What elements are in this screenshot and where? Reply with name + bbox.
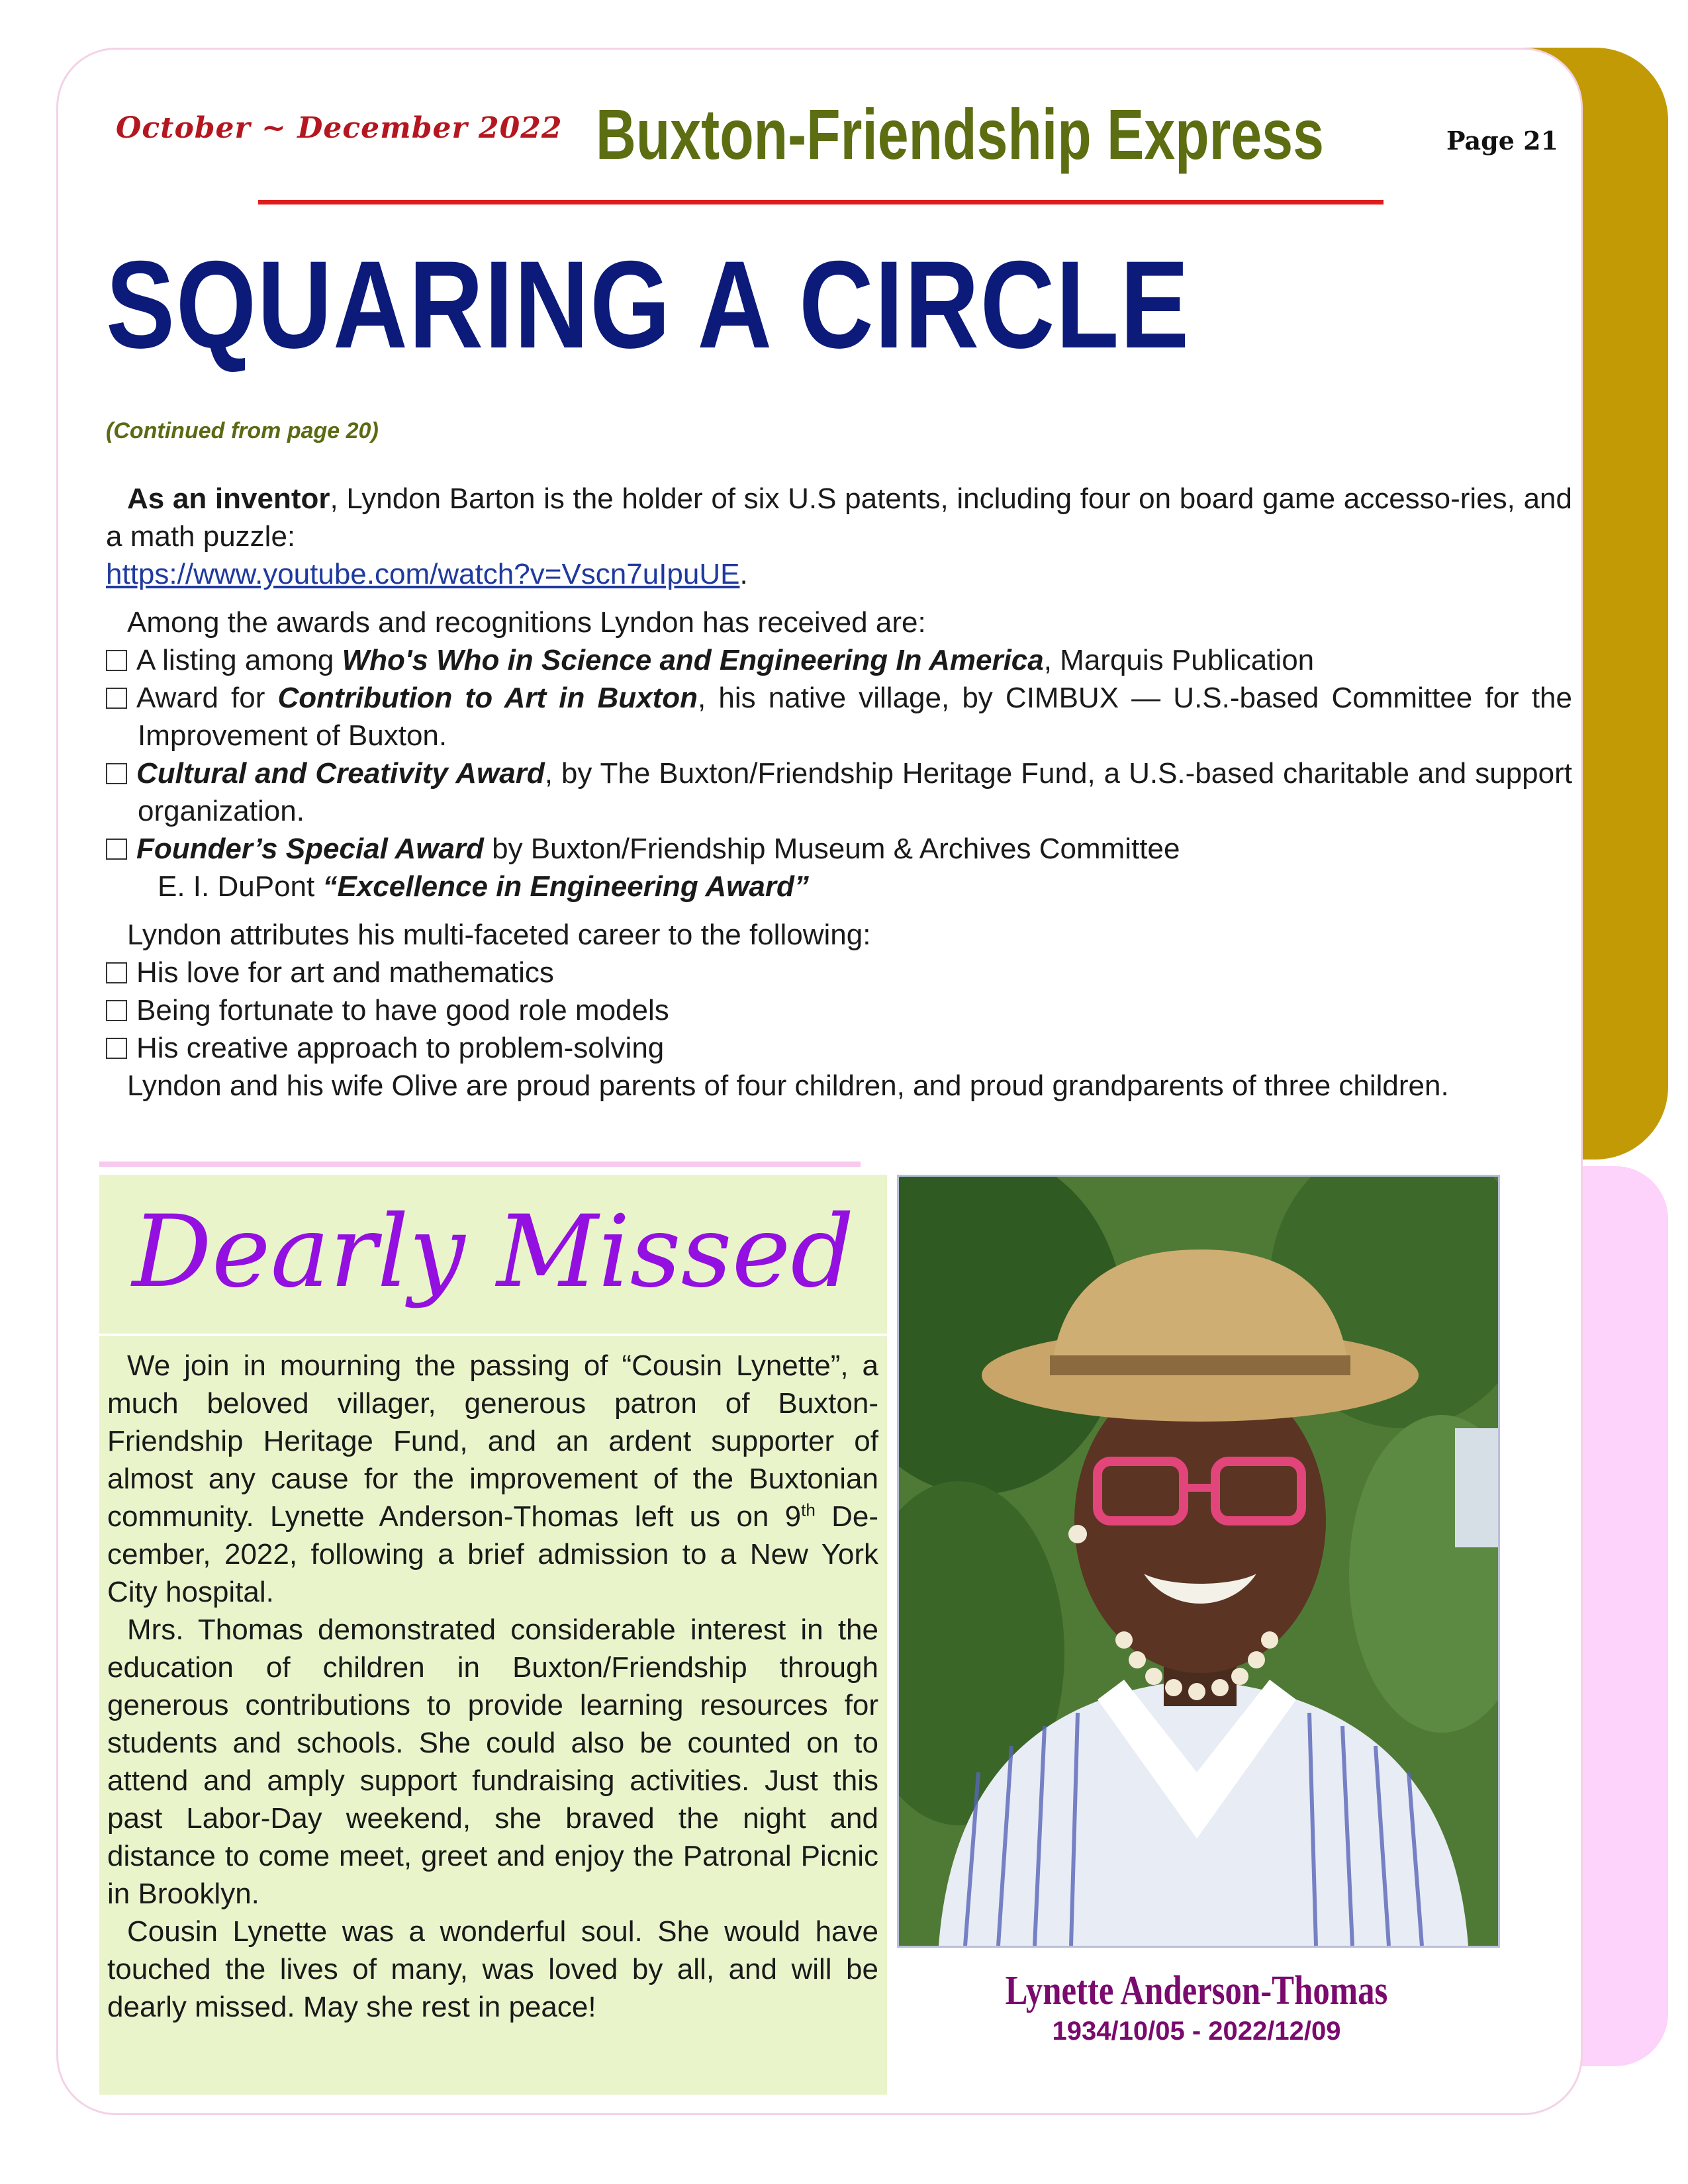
award-name: Cultural and Creativity Award xyxy=(136,757,545,790)
obituary-title-divider xyxy=(99,1334,887,1336)
obituary-title-band xyxy=(99,1175,887,1334)
checkbox-icon xyxy=(106,763,127,784)
award-name: Founder’s Special Award xyxy=(136,833,484,865)
award-text: , his native village, by CIMBUX — U.S.-based Committee for the Improvement of Buxton. xyxy=(138,682,1572,752)
section-divider xyxy=(99,1161,861,1167)
award-item xyxy=(106,830,1572,868)
article-body xyxy=(106,480,1572,1105)
career-item xyxy=(106,1029,1572,1067)
newsletter-title: Buxton-Friendship Express xyxy=(596,94,1324,174)
career-text: Being fortunate to have good role models xyxy=(136,994,669,1026)
masthead-divider xyxy=(258,200,1383,205)
obituary-paragraph: Mrs. Thomas demonstrated considerable interest in the education of children in Buxton/Friendship through generous contributions to provide learning resources for students and schools. She could also be counted on to attend and amply support fundraising activities. Just this past Labor-Day weekend, she braved the night and distance to come meet, greet and enjoy the Patronal Picnic in Brooklyn. xyxy=(107,1614,878,1910)
continued-note: (Continued from page 20) xyxy=(106,418,379,443)
award-item xyxy=(106,641,1572,679)
checkbox-icon xyxy=(106,650,127,671)
award-name: “Excellence in Engineering Award” xyxy=(322,870,809,903)
photo-caption-dates: 1934/10/05 - 2022/12/09 xyxy=(1052,2017,1341,2046)
link-period: . xyxy=(739,558,748,590)
award-name: Who's Who in Science and Engineering In America xyxy=(342,644,1044,676)
photo-caption-name: Lynette Anderson-Thomas xyxy=(1005,1968,1388,2013)
awards-intro: Among the awards and recognitions Lyndon has received are: xyxy=(127,606,926,639)
obituary-body xyxy=(107,1347,878,2026)
obituary-paragraph xyxy=(107,1347,878,1611)
award-text: E. I. DuPont xyxy=(158,870,323,903)
obituary-title: Dearly Missed xyxy=(132,1195,855,1310)
youtube-link[interactable]: https://www.youtube.com/watch?v=Vscn7uIpuUE xyxy=(106,558,740,590)
award-text: Award for xyxy=(136,682,278,714)
career-intro: Lyndon attributes his multi-faceted career to the following: xyxy=(127,919,871,951)
checkbox-icon xyxy=(106,1000,127,1021)
issue-date: October ~ December 2022 xyxy=(116,111,563,145)
obituary-paragraph: Cousin Lynette was a wonderful soul. She would have touched the lives of many, was loved by all, and will be dearly missed. May she rest in peace! xyxy=(107,1915,878,2023)
checkbox-icon xyxy=(106,839,127,860)
award-name: Contribution to Art in Buxton xyxy=(277,682,698,714)
youtube-link-line xyxy=(106,555,1572,593)
award-text: , Marquis Publication xyxy=(1043,644,1315,676)
checkbox-icon xyxy=(106,688,127,709)
portrait-illustration xyxy=(899,1177,1498,1946)
family-paragraph: Lyndon and his wife Olive are proud parents of four children, and proud grandparents of three children. xyxy=(127,1069,1449,1102)
career-text: His creative approach to problem-solving xyxy=(136,1032,665,1064)
inventor-text: , Lyndon Barton is the holder of six U.S patents, including four on board game accesso-ries, and a math puzzle: xyxy=(106,482,1572,553)
portrait-photo xyxy=(897,1175,1500,1948)
career-text: His love for art and mathematics xyxy=(136,956,554,989)
award-item xyxy=(106,679,1572,754)
page-number: Page 21 xyxy=(1446,126,1559,156)
obituary-text: We join in mourning the passing of “Cousin Lynette”, a much beloved villager, generous patron of Buxton-Friendship Heritage Fund, and an ardent supporter of almost any cause for the improvement of the Buxtonian community. Lynette Anderson-Thomas left us on 9 xyxy=(107,1349,878,1533)
inventor-paragraph xyxy=(106,480,1572,555)
inventor-lead: As an inventor xyxy=(127,482,330,515)
checkbox-icon xyxy=(106,1038,127,1059)
article-headline: SQUARING A CIRCLE xyxy=(106,235,1190,374)
award-text: , by The Buxton/Friendship Heritage Fund, a U.S.-based charitable and support organization. xyxy=(138,757,1572,827)
career-item xyxy=(106,991,1572,1029)
obituary-text: De-cember, 2022, following a brief admission to a New York City hospital. xyxy=(107,1500,879,1608)
award-text: A listing among xyxy=(136,644,342,676)
award-item xyxy=(106,868,1572,905)
award-item xyxy=(106,754,1572,830)
ordinal-suffix: th xyxy=(801,1500,816,1520)
checkbox-icon xyxy=(106,962,127,983)
career-item xyxy=(106,954,1572,991)
award-text: by Buxton/Friendship Museum & Archives Committee xyxy=(483,833,1180,865)
